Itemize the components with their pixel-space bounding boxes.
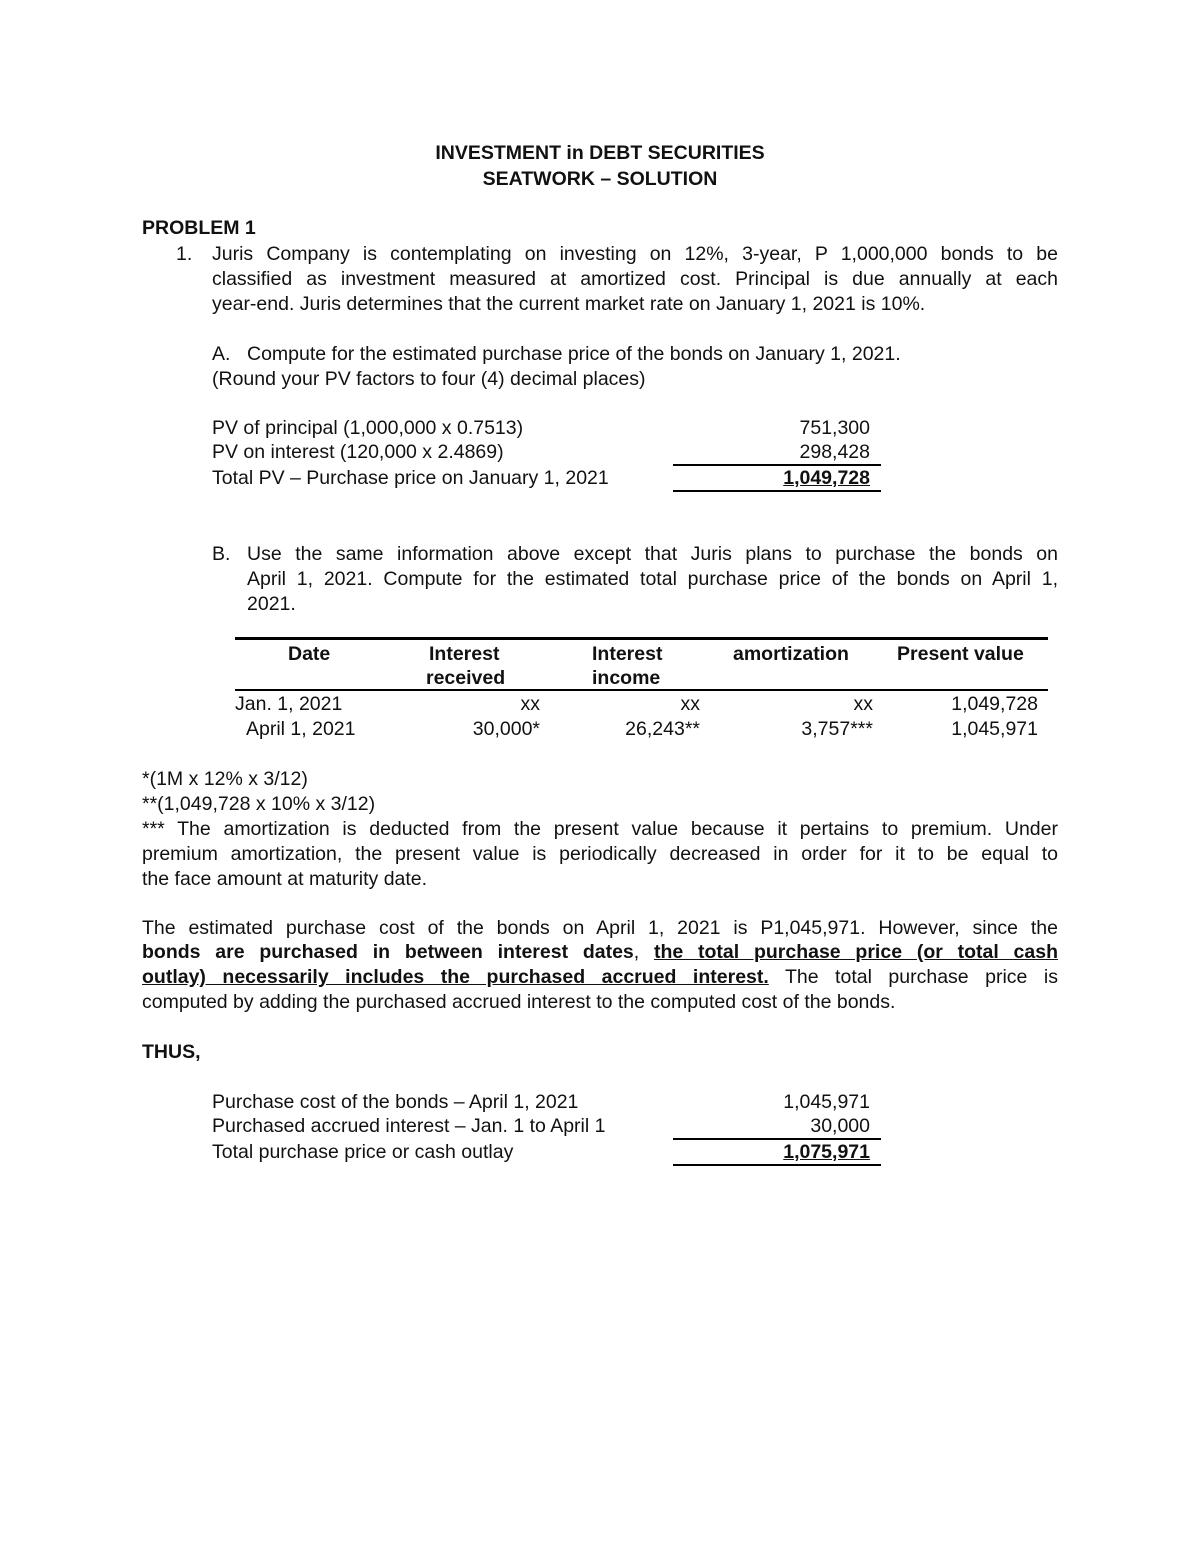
table-header-rule	[235, 689, 1048, 691]
footnote-1: *(1M x 12% x 3/12)	[142, 768, 308, 790]
conclusion-line-4: computed by adding the purchased accrued interest to the computed cost of the bonds.	[142, 991, 896, 1013]
header-date: Date	[288, 643, 331, 665]
header-present-value: Present value	[897, 643, 1024, 665]
row-2-date: April 1, 2021	[246, 718, 356, 740]
conclusion-underlined-phrase-2: outlay) necessarily includes the purchased accrued interest.	[142, 966, 769, 988]
summary-accrued-value: 30,000	[810, 1115, 870, 1137]
footnote-3-line-3: the face amount at maturity date.	[142, 868, 428, 890]
summary-subtotal-rule	[673, 1138, 881, 1140]
header-interest-income-1: Interest	[592, 643, 663, 665]
part-a-note: (Round your PV factors to four (4) decimal places)	[212, 368, 646, 390]
conclusion-line-3-rest: The total purchase price is	[784, 966, 1058, 988]
row-2-present-value: 1,045,971	[951, 718, 1038, 740]
row-1-received: xx	[520, 693, 540, 715]
pv-principal-value: 751,300	[799, 417, 870, 439]
conclusion-bold-phrase: bonds are purchased in between interest dates	[142, 941, 634, 963]
summary-cost-label: Purchase cost of the bonds – April 1, 2021	[212, 1091, 579, 1113]
summary-total-rule	[673, 1164, 881, 1166]
table-top-rule	[235, 637, 1048, 640]
row-2-received: 30,000*	[472, 718, 540, 740]
header-interest-received-2: received	[426, 667, 506, 689]
conclusion-line-2	[142, 941, 1058, 964]
conclusion-underlined-phrase-1: the total purchase price (or total cash	[653, 941, 1058, 963]
row-1-income: xx	[680, 693, 700, 715]
intro-line-2: classified as investment measured at amortized cost. Principal is due annually at each	[212, 268, 1058, 290]
problem-label: PROBLEM 1	[142, 217, 256, 239]
pv-principal-label: PV of principal (1,000,000 x 0.7513)	[212, 417, 524, 439]
row-1-present-value: 1,049,728	[951, 693, 1038, 715]
conclusion-comma: ,	[633, 941, 640, 963]
conclusion-line-3	[142, 966, 1058, 989]
total-pv-value: 1,049,728	[783, 467, 870, 489]
total-pv-label: Total PV – Purchase price on January 1, 2021	[212, 467, 609, 489]
row-1-date: Jan. 1, 2021	[235, 693, 343, 715]
summary-accrued-label: Purchased accrued interest – Jan. 1 to April 1	[212, 1115, 606, 1137]
document-subtitle: SEATWORK – SOLUTION	[482, 168, 718, 190]
part-a-question: Compute for the estimated purchase price of the bonds on January 1, 2021.	[247, 343, 901, 365]
header-amortization: amortization	[733, 643, 849, 665]
footnote-3-line-2: premium amortization, the present value is periodically decreased in order for it to be equal to	[142, 843, 1058, 865]
intro-line-3: year-end. Juris determines that the current market rate on January 1, 2021 is 10%.	[212, 293, 926, 315]
row-2-income: 26,243**	[625, 718, 700, 740]
summary-cost-value: 1,045,971	[783, 1091, 870, 1113]
pv-interest-label: PV on interest (120,000 x 2.4869)	[212, 441, 504, 463]
part-a-label: A.	[212, 343, 231, 365]
part-b-line-3: 2021.	[247, 593, 296, 615]
part-b-line-2: April 1, 2021. Compute for the estimated total purchase price of the bonds on April 1,	[247, 568, 1058, 590]
part-b-line-1: Use the same information above except that Juris plans to purchase the bonds on	[247, 543, 1058, 565]
row-1-amortization: xx	[853, 693, 873, 715]
row-2-amortization: 3,757***	[801, 718, 873, 740]
header-interest-received-1: Interest	[429, 643, 500, 665]
item-number: 1.	[176, 243, 193, 265]
footnote-3-line-1: *** The amortization is deducted from the present value because it pertains to premium. Under	[142, 818, 1058, 840]
summary-total-label: Total purchase price or cash outlay	[212, 1141, 514, 1163]
footnote-2: **(1,049,728 x 10% x 3/12)	[142, 793, 376, 815]
total-rule	[673, 490, 881, 492]
part-b-label: B.	[212, 543, 231, 565]
conclusion-line-1: The estimated purchase cost of the bonds on April 1, 2021 is P1,045,971. However, since the	[142, 917, 1058, 939]
subtotal-rule	[673, 464, 881, 466]
pv-interest-value: 298,428	[799, 441, 870, 463]
thus-label: THUS,	[142, 1041, 201, 1063]
header-interest-income-2: income	[592, 667, 661, 689]
summary-total-value: 1,075,971	[783, 1141, 870, 1163]
document-title: INVESTMENT in DEBT SECURITIES	[435, 142, 765, 164]
intro-line-1: Juris Company is contemplating on investing on 12%, 3-year, P 1,000,000 bonds to be	[212, 243, 1058, 265]
